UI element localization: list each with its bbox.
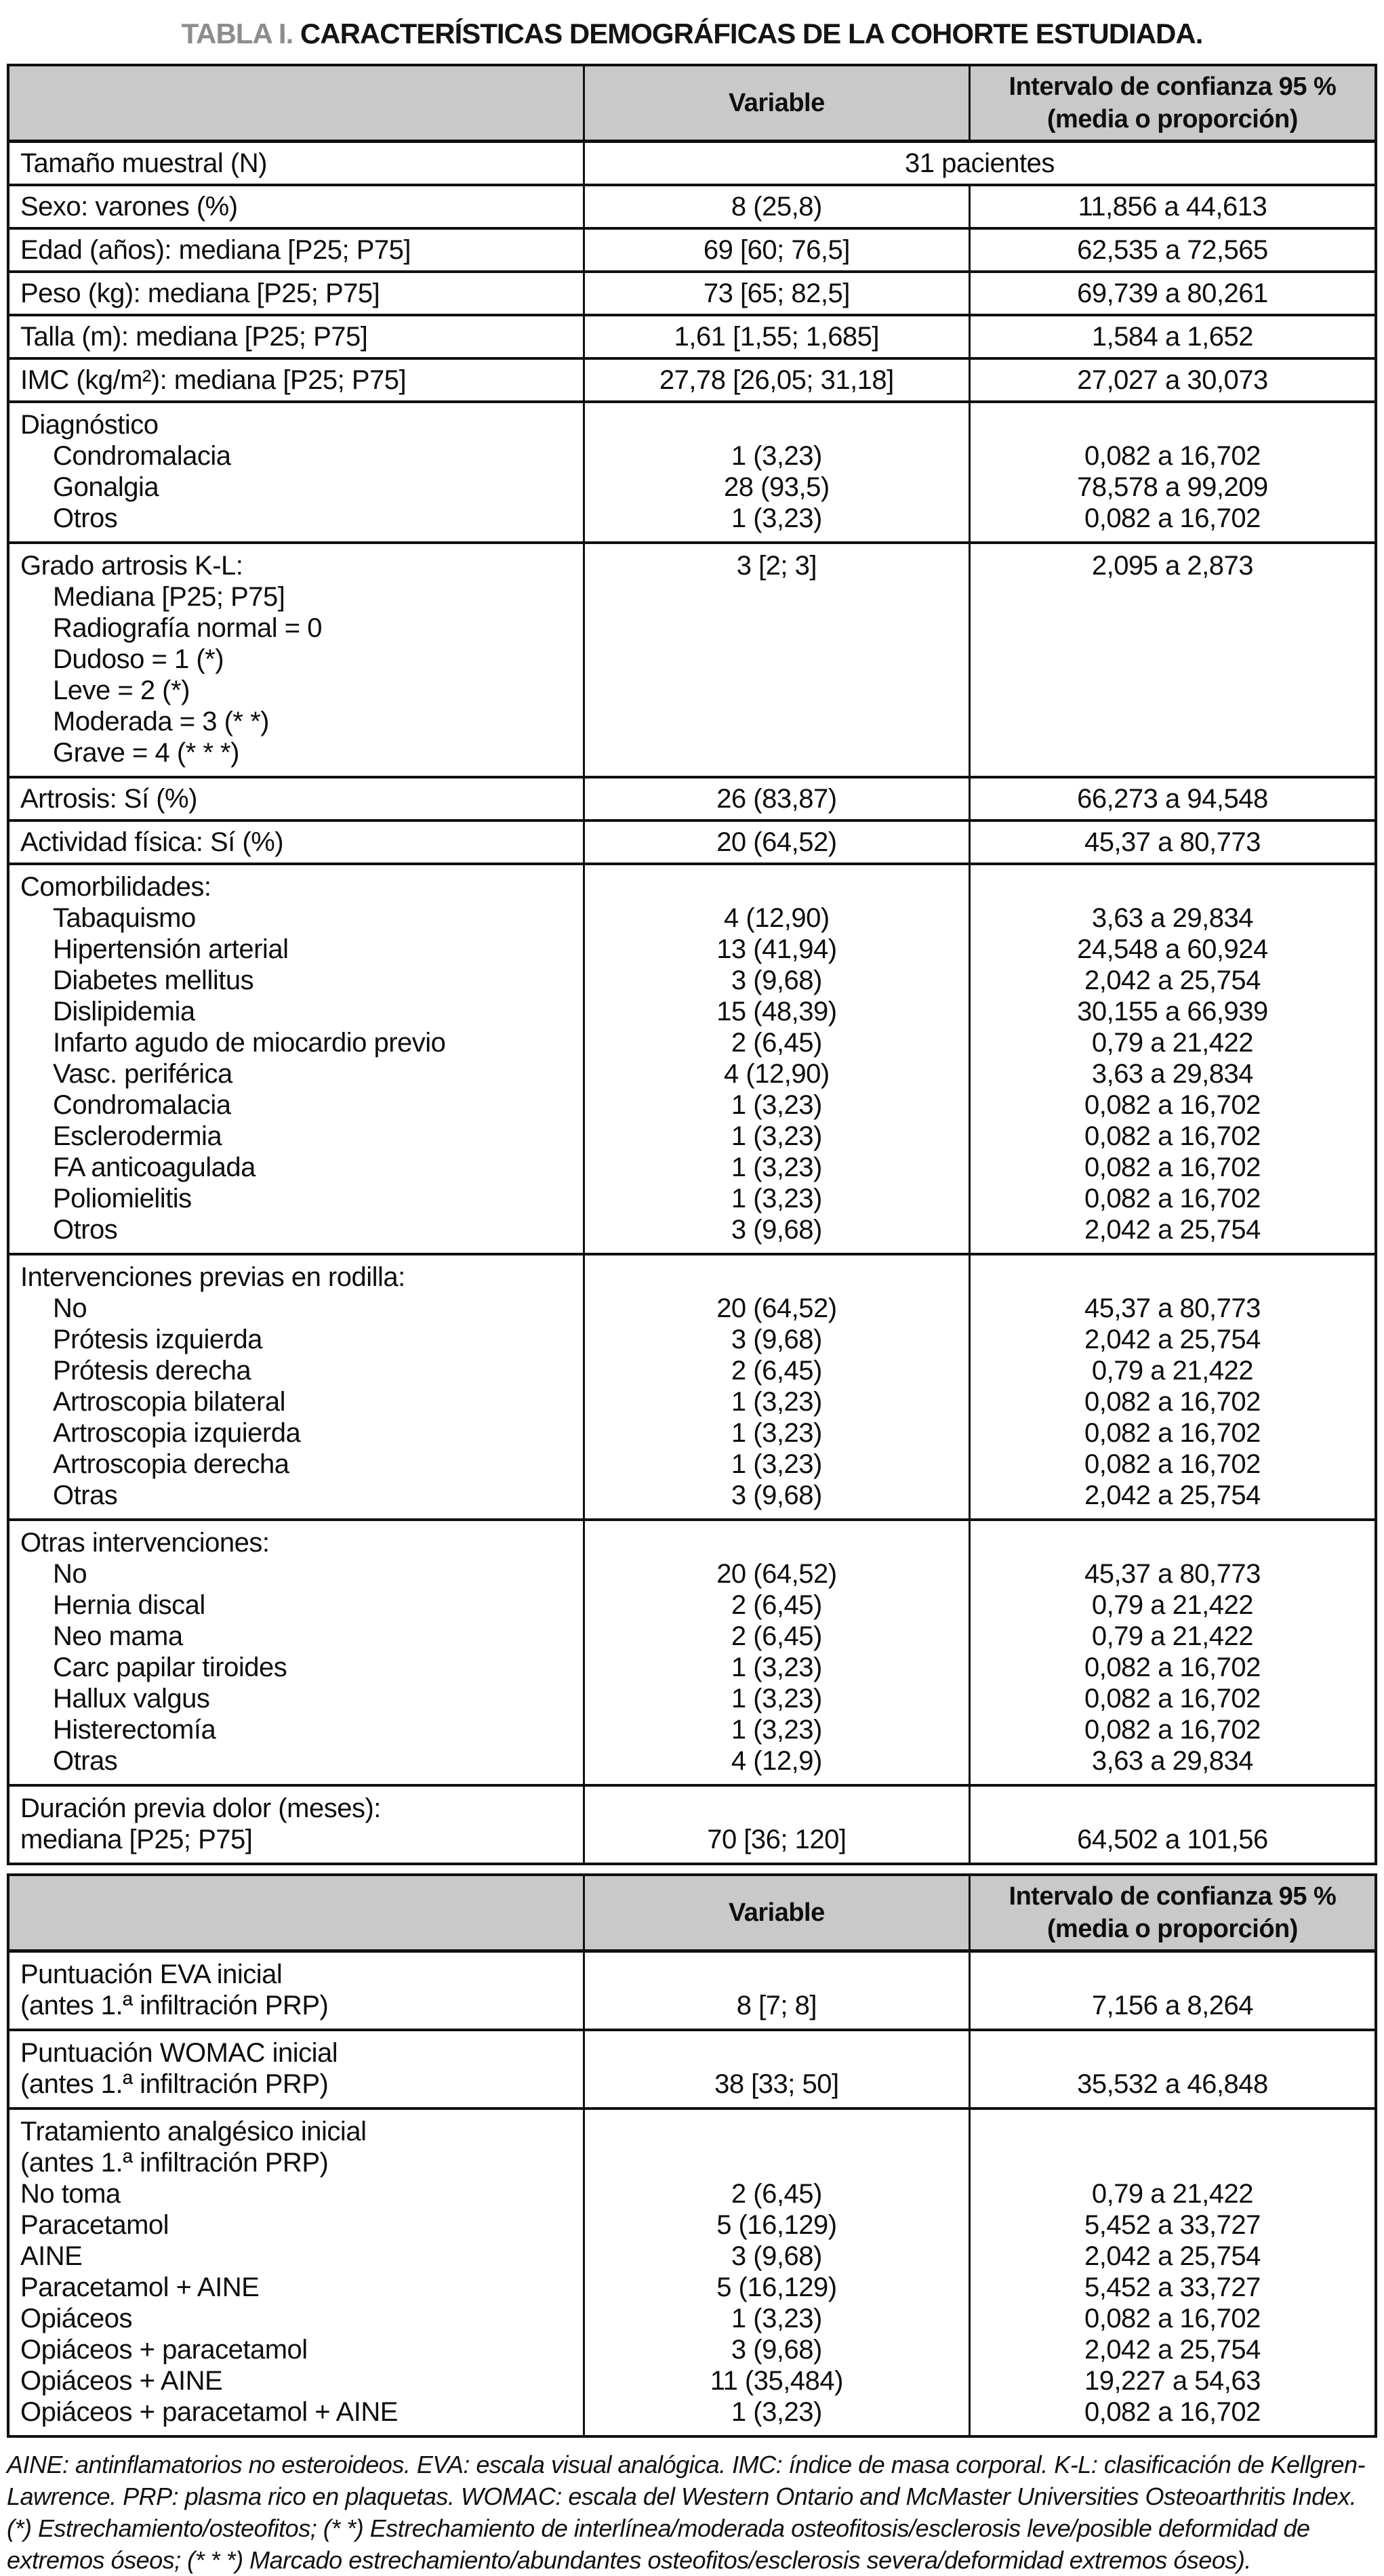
row-label: (antes 1.ª infiltración PRP) <box>20 2069 329 2099</box>
row-value: 1 (3,23) <box>731 1715 822 1745</box>
label-column <box>9 360 583 400</box>
row-label: Artroscopia bilateral <box>53 1387 285 1417</box>
row-value: 28 (93,5) <box>724 472 830 502</box>
row-label: Carc papilar tiroides <box>53 1653 287 1682</box>
row-ci: 0,79 a 21,422 <box>1091 1590 1253 1620</box>
label-column <box>9 544 583 776</box>
variable-column <box>583 186 971 227</box>
row-value <box>585 737 969 768</box>
row-value <box>585 2116 969 2147</box>
row-value <box>585 1262 969 1293</box>
row-label: Talla (m): mediana [P25; P75] <box>20 322 368 352</box>
row-ci: 3,63 a 29,834 <box>1091 1746 1253 1776</box>
row-ci: 0,082 a 16,702 <box>1084 503 1261 533</box>
table-section <box>9 143 1375 186</box>
row-label: Actividad física: Sí (%) <box>20 827 284 857</box>
table-section <box>9 1521 1375 1787</box>
label-column <box>9 403 583 541</box>
row-value: 73 [65; 82,5] <box>703 278 850 308</box>
ci-column <box>971 778 1375 819</box>
row-label: No toma <box>20 2179 121 2209</box>
row-ci: 0,082 a 16,702 <box>1084 441 1261 471</box>
variable-column <box>583 1787 971 1863</box>
row-value: 1 (3,23) <box>731 441 822 471</box>
row-label: Prótesis derecha <box>53 1356 251 1386</box>
variable-column <box>583 403 971 541</box>
ci-column <box>971 316 1375 357</box>
row-label: Opiáceos + paracetamol + AINE <box>20 2397 398 2427</box>
row-ci: 19,227 a 54,63 <box>1084 2366 1261 2396</box>
table-section <box>9 544 1375 778</box>
ci-column <box>971 230 1375 270</box>
row-value: 1 (3,23) <box>731 1418 822 1448</box>
row-ci <box>971 1793 1375 1824</box>
label-column <box>9 822 583 863</box>
variable-column <box>583 2110 971 2435</box>
table-section <box>9 822 1375 865</box>
row-value: 1 (3,23) <box>731 1121 822 1151</box>
label-column <box>9 230 583 270</box>
row-label: mediana [P25; P75] <box>20 1825 253 1854</box>
row-value: 3 (9,68) <box>731 1480 822 1510</box>
row-value: 2 (6,45) <box>731 1590 822 1620</box>
label-column <box>9 273 583 314</box>
variable-column <box>583 1953 971 2029</box>
row-label: Sexo: varones (%) <box>20 192 238 222</box>
ci-column <box>971 1521 1375 1784</box>
row-value: 2 (6,45) <box>731 1356 822 1386</box>
label-column <box>9 1953 583 2029</box>
row-label: Tabaquismo <box>53 903 196 933</box>
row-ci: 0,79 a 21,422 <box>1091 1621 1253 1651</box>
row-label: Mediana [P25; P75] <box>53 582 285 612</box>
row-label: Artrosis: Sí (%) <box>20 784 197 814</box>
ci-column <box>971 544 1375 776</box>
table-section <box>9 865 1375 1255</box>
row-label: Prótesis izquierda <box>53 1325 262 1354</box>
ci-column <box>971 2031 1375 2107</box>
row-ci: 0,082 a 16,702 <box>1084 2397 1261 2427</box>
table-section <box>9 778 1375 822</box>
row-ci: 0,082 a 16,702 <box>1084 1121 1261 1151</box>
row-label: Edad (años): mediana [P25; P75] <box>20 235 411 265</box>
table-title-text: CARACTERÍSTICAS DEMOGRÁFICAS DE LA COHORTE ESTUDIADA. <box>293 18 1203 49</box>
row-ci: 66,273 a 94,548 <box>1077 784 1268 814</box>
row-value: 1 (3,23) <box>731 503 822 533</box>
row-value: 4 (12,90) <box>724 903 830 933</box>
row-label: Otros <box>53 1215 118 1245</box>
table-section <box>9 360 1375 403</box>
label-column <box>9 316 583 357</box>
row-ci: 2,042 a 25,754 <box>1084 2335 1261 2365</box>
row-label: Puntuación EVA inicial <box>20 1959 283 1989</box>
row-label: Histerectomía <box>53 1715 216 1745</box>
row-value: 1 (3,23) <box>731 1449 822 1479</box>
variable-column <box>583 360 971 400</box>
row-value: 11 (35,484) <box>710 2366 843 2396</box>
row-label: Moderada = 3 (* *) <box>53 707 269 736</box>
row-ci: 2,042 a 25,754 <box>1084 2241 1261 2271</box>
row-label: Tamaño muestral (N) <box>20 148 267 178</box>
row-value: 5 (16,129) <box>716 2210 837 2240</box>
row-ci: 7,156 a 8,264 <box>1091 1991 1253 2020</box>
row-value: 3 (9,68) <box>731 965 822 995</box>
header-variable-label: Variable <box>728 89 825 117</box>
table-section <box>9 273 1375 316</box>
row-value <box>585 675 969 706</box>
row-value: 3 [2; 3] <box>736 551 817 581</box>
ci-column <box>971 1255 1375 1518</box>
table-section <box>9 230 1375 273</box>
row-value: 69 [60; 76,5] <box>703 235 850 265</box>
row-ci: 2,095 a 2,873 <box>1091 551 1253 581</box>
ci-column <box>971 822 1375 863</box>
row-label: FA anticoagulada <box>53 1152 256 1182</box>
row-ci: 2,042 a 25,754 <box>1084 1325 1261 1354</box>
row-ci: 24,548 a 60,924 <box>1077 934 1268 964</box>
row-label: Condromalacia <box>53 441 231 471</box>
row-ci: 78,578 a 99,209 <box>1077 472 1268 502</box>
variable-column <box>583 544 971 776</box>
row-ci: 5,452 a 33,727 <box>1084 2210 1261 2240</box>
row-label: Otras <box>53 1746 118 1776</box>
row-value: 20 (64,52) <box>716 1559 837 1589</box>
row-label: Paracetamol + AINE <box>20 2272 260 2302</box>
variable-column <box>583 1255 971 1518</box>
row-label: Artroscopia derecha <box>53 1449 289 1479</box>
row-value <box>585 644 969 675</box>
row-value: 3 (9,68) <box>731 1325 822 1354</box>
merged-value-column <box>583 143 1375 184</box>
row-label: Hallux valgus <box>53 1684 210 1713</box>
header-ci-line1: Intervalo de confianza 95 % <box>1009 1882 1337 1911</box>
row-label: Diagnóstico <box>20 410 159 440</box>
row-label: Duración previa dolor (meses): <box>20 1793 381 1823</box>
row-value: 3 (9,68) <box>731 2241 822 2271</box>
row-ci <box>971 706 1375 737</box>
header-row <box>9 1876 1375 1953</box>
table-section <box>9 316 1375 360</box>
row-ci <box>971 737 1375 768</box>
row-label: Grado artrosis K-L: <box>20 551 243 581</box>
row-ci: 0,082 a 16,702 <box>1084 1449 1261 1479</box>
table-section <box>9 1255 1375 1521</box>
table-section <box>9 1953 1375 2031</box>
label-column <box>9 2110 583 2435</box>
footnote-asterisk-legend: (*) Estrechamiento/osteofitos; (* *) Estrechamiento de interlínea/moderada osteofitosis/esclerosis leve/posible deformidad de extremos óseos; (* * *) Marcado estrechamiento/abundantes osteofitos/esclerosis severa/deformidad extremos óseos). <box>7 2514 1310 2574</box>
row-ci: 69,739 a 80,261 <box>1077 278 1268 308</box>
ci-column <box>971 273 1375 314</box>
table-section <box>9 1787 1375 1863</box>
row-label: (antes 1.ª infiltración PRP) <box>20 2148 329 2178</box>
row-ci <box>971 2147 1375 2178</box>
row-value: 20 (64,52) <box>716 1293 837 1323</box>
ci-column <box>971 403 1375 541</box>
label-column <box>9 778 583 819</box>
row-ci: 62,535 a 72,565 <box>1077 235 1268 265</box>
variable-column <box>583 822 971 863</box>
row-label: No <box>53 1559 87 1589</box>
header-empty-cell <box>9 66 583 140</box>
row-label: Artroscopia izquierda <box>53 1418 301 1448</box>
label-column <box>9 1255 583 1518</box>
row-value: 1 (3,23) <box>731 1653 822 1682</box>
row-ci: 64,502 a 101,56 <box>1077 1825 1268 1854</box>
row-value <box>585 871 969 902</box>
variable-column <box>583 230 971 270</box>
row-ci <box>971 1527 1375 1558</box>
row-value <box>585 581 969 612</box>
variable-column <box>583 316 971 357</box>
row-value: 2 (6,45) <box>731 1621 822 1651</box>
row-label: Radiografía normal = 0 <box>53 613 323 643</box>
variable-column <box>583 778 971 819</box>
row-label: Grave = 4 (* * *) <box>53 738 239 768</box>
header-ci-line1: Intervalo de confianza 95 % <box>1009 72 1337 101</box>
row-value: 8 (25,8) <box>731 192 822 222</box>
row-ci: 0,082 a 16,702 <box>1084 1653 1261 1682</box>
row-ci <box>971 2037 1375 2069</box>
row-value <box>585 1527 969 1558</box>
row-label: Opiáceos + AINE <box>20 2366 223 2396</box>
row-label: Puntuación WOMAC inicial <box>20 2038 338 2068</box>
row-value <box>585 2147 969 2178</box>
row-ci: 0,082 a 16,702 <box>1084 1387 1261 1417</box>
row-value: 1 (3,23) <box>731 1184 822 1213</box>
row-ci: 0,082 a 16,702 <box>1084 1684 1261 1713</box>
row-label: Otras <box>53 1480 118 1510</box>
row-ci <box>971 2116 1375 2147</box>
row-value: 15 (48,39) <box>716 997 837 1026</box>
page <box>0 18 1384 2576</box>
row-ci <box>971 581 1375 612</box>
row-value <box>585 2037 969 2069</box>
row-label: Dudoso = 1 (*) <box>53 644 224 674</box>
row-value: 27,78 [26,05; 31,18] <box>659 365 894 395</box>
table-section <box>9 186 1375 230</box>
row-ci: 1,584 a 1,652 <box>1091 322 1253 352</box>
row-label: Dislipidemia <box>53 997 195 1026</box>
ci-column <box>971 2110 1375 2435</box>
row-ci: 45,37 a 80,773 <box>1084 1559 1261 1589</box>
row-value: 2 (6,45) <box>731 2179 822 2209</box>
row-label: IMC (kg/m²): mediana [P25; P75] <box>20 365 407 395</box>
row-value: 5 (16,129) <box>716 2272 837 2302</box>
row-value: 4 (12,90) <box>724 1059 830 1089</box>
row-ci: 35,532 a 46,848 <box>1077 2069 1268 2099</box>
row-label: Opiáceos <box>20 2304 132 2333</box>
variable-column <box>583 2031 971 2107</box>
row-value: 1 (3,23) <box>731 1684 822 1713</box>
row-ci <box>971 871 1375 902</box>
row-value: 1 (3,23) <box>731 1387 822 1417</box>
row-ci: 0,082 a 16,702 <box>1084 2304 1261 2333</box>
row-value: 70 [36; 120] <box>707 1825 847 1854</box>
row-value: 1 (3,23) <box>731 1152 822 1182</box>
baseline-scores-table <box>7 1873 1377 2438</box>
row-value <box>585 706 969 737</box>
ci-column <box>971 865 1375 1253</box>
row-label: Otras intervenciones: <box>20 1528 270 1558</box>
tables-container <box>7 64 1377 2438</box>
variable-column <box>583 865 971 1253</box>
header-ci-line2: (media o proporción) <box>1046 105 1298 133</box>
row-ci <box>971 675 1375 706</box>
row-label: (antes 1.ª infiltración PRP) <box>20 1991 329 2020</box>
table-section <box>9 2110 1375 2435</box>
row-value: 1 (3,23) <box>731 1090 822 1120</box>
row-ci: 2,042 a 25,754 <box>1084 965 1261 995</box>
row-value: 2 (6,45) <box>731 1028 822 1058</box>
row-value <box>585 612 969 644</box>
demographics-table <box>7 64 1377 1865</box>
row-ci <box>971 612 1375 644</box>
row-label: Opiáceos + paracetamol <box>20 2335 308 2365</box>
row-label: Leve = 2 (*) <box>53 676 190 705</box>
table-title <box>7 18 1377 50</box>
row-ci <box>971 1959 1375 1990</box>
row-ci: 30,155 a 66,939 <box>1077 997 1268 1026</box>
row-ci: 45,37 a 80,773 <box>1084 827 1261 857</box>
variable-column <box>583 273 971 314</box>
row-label: Hipertensión arterial <box>53 934 289 964</box>
row-span-value: 31 pacientes <box>905 148 1055 178</box>
row-value: 1 (3,23) <box>731 2397 822 2427</box>
row-ci: 2,042 a 25,754 <box>1084 1215 1261 1245</box>
row-ci: 0,79 a 21,422 <box>1091 1356 1253 1386</box>
table-section <box>9 2031 1375 2110</box>
row-value: 1 (3,23) <box>731 2304 822 2333</box>
row-value: 13 (41,94) <box>716 934 837 964</box>
row-ci: 0,082 a 16,702 <box>1084 1418 1261 1448</box>
row-value: 38 [33; 50] <box>714 2069 839 2099</box>
row-label: Vasc. periférica <box>53 1059 232 1089</box>
header-variable-label: Variable <box>728 1898 825 1927</box>
label-column <box>9 143 583 184</box>
row-value <box>585 1793 969 1824</box>
row-label: Gonalgia <box>53 472 159 502</box>
header-variable-cell <box>583 66 971 140</box>
table-title-number: TABLA I. <box>181 18 293 49</box>
row-label: Condromalacia <box>53 1090 231 1120</box>
row-label: Comorbilidades: <box>20 872 211 902</box>
row-label: Otros <box>53 503 118 533</box>
row-ci <box>971 644 1375 675</box>
header-variable-cell <box>583 1876 971 1949</box>
label-column <box>9 186 583 227</box>
header-ci-line2: (media o proporción) <box>1046 1915 1298 1943</box>
row-ci <box>971 1262 1375 1293</box>
table-section <box>9 403 1375 544</box>
row-label: Paracetamol <box>20 2210 169 2240</box>
row-label: Infarto agudo de miocardio previo <box>53 1028 446 1058</box>
row-label: Peso (kg): mediana [P25; P75] <box>20 278 380 308</box>
row-ci: 2,042 a 25,754 <box>1084 1480 1261 1510</box>
row-value: 3 (9,68) <box>731 2335 822 2365</box>
row-value: 26 (83,87) <box>716 784 837 814</box>
row-value: 4 (12,9) <box>731 1746 822 1776</box>
row-ci: 3,63 a 29,834 <box>1091 1059 1253 1089</box>
label-column <box>9 1521 583 1784</box>
row-value <box>585 409 969 440</box>
header-row <box>9 66 1375 143</box>
row-ci: 0,79 a 21,422 <box>1091 1028 1253 1058</box>
row-label: Poliomielitis <box>53 1184 192 1213</box>
row-ci: 0,082 a 16,702 <box>1084 1090 1261 1120</box>
row-value: 1,61 [1,55; 1,685] <box>674 322 880 352</box>
row-ci: 3,63 a 29,834 <box>1091 903 1253 933</box>
row-label: Diabetes mellitus <box>53 965 254 995</box>
footnote-abbreviations: AINE: antinflamatorios no esteroideos. EVA: escala visual analógica. IMC: índice de masa corporal. K-L: clasificación de Kellgren-Lawrence. PRP: plasma rico en plaquetas. WOMAC: escala del Western Ontario and McMaster Universities Osteoarthritis Index. <box>7 2451 1366 2510</box>
row-value: 8 [7; 8] <box>736 1991 817 2020</box>
row-label: No <box>53 1293 87 1323</box>
row-ci: 0,082 a 16,702 <box>1084 1715 1261 1745</box>
row-ci: 0,79 a 21,422 <box>1091 2179 1253 2209</box>
ci-column <box>971 1953 1375 2029</box>
row-label: AINE <box>20 2241 83 2271</box>
row-ci: 27,027 a 30,073 <box>1077 365 1268 395</box>
row-ci: 11,856 a 44,613 <box>1078 192 1267 222</box>
label-column <box>9 865 583 1253</box>
header-ci-cell <box>971 1876 1375 1949</box>
ci-column <box>971 1787 1375 1863</box>
row-ci: 45,37 a 80,773 <box>1084 1293 1261 1323</box>
row-value: 20 (64,52) <box>716 827 837 857</box>
ci-column <box>971 360 1375 400</box>
header-empty-cell <box>9 1876 583 1949</box>
row-value <box>585 1959 969 1990</box>
row-label: Tratamiento analgésico inicial <box>20 2117 367 2146</box>
row-label: Esclerodermia <box>53 1121 222 1151</box>
row-label: Hernia discal <box>53 1590 205 1620</box>
row-ci: 0,082 a 16,702 <box>1084 1152 1261 1182</box>
variable-column <box>583 1521 971 1784</box>
ci-column <box>971 186 1375 227</box>
row-label: Intervenciones previas en rodilla: <box>20 1262 405 1292</box>
row-value: 3 (9,68) <box>731 1215 822 1245</box>
label-column <box>9 2031 583 2107</box>
header-ci-cell <box>971 66 1375 140</box>
row-label: Neo mama <box>53 1621 183 1651</box>
label-column <box>9 1787 583 1863</box>
row-ci: 0,082 a 16,702 <box>1084 1184 1261 1213</box>
row-ci: 5,452 a 33,727 <box>1084 2272 1261 2302</box>
row-ci <box>971 409 1375 440</box>
